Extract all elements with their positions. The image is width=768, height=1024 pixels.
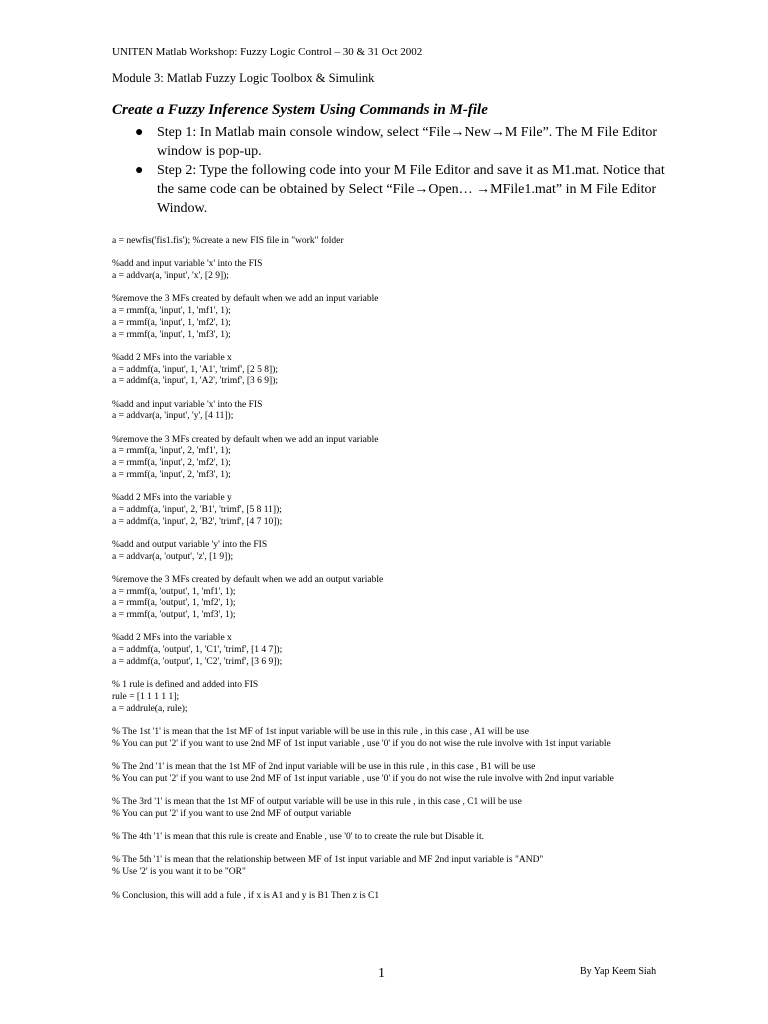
code-block-gap <box>112 341 712 353</box>
code-line: a = addmf(a, 'input', 2, 'B1', 'trimf', [5 8 11]); <box>112 504 282 515</box>
code-line: a = rmmf(a, 'input', 2, 'mf1', 1); <box>112 446 231 457</box>
code-line: % The 4th '1' is mean that this rule is create and Enable , use '0' to to create the rule but Disable it. <box>112 832 485 843</box>
code-line: % The 1st '1' is mean that the 1st MF of 1st input variable will be use in this rule , in this case , A1 will be use <box>112 726 529 737</box>
code-block-gap <box>112 750 712 762</box>
code-line: a = addvar(a, 'input', 'x', [2 9]); <box>112 271 229 282</box>
code-line: %add and output variable 'y' into the FIS <box>112 539 268 550</box>
code-line: % You can put '2' if you want to use 2nd MF of 1st input variable , use '0' if you do not wise the rule involve with 1st input variable <box>112 738 611 749</box>
section-title: Create a Fuzzy Inference System Using Commands in M-file <box>112 102 488 118</box>
code-line: a = newfis('fis1.fis'); %create a new FIS file in "work" folder <box>112 236 344 246</box>
code-line: %remove the 3 MFs created by default when we add an input variable <box>112 294 379 305</box>
code-line: a = rmmf(a, 'output', 1, 'mf2', 1); <box>112 598 236 609</box>
code-line: % Conclusion, this will add a fule , if x is A1 and y is B1 Then z is C1 <box>112 890 380 901</box>
code-line: a = addvar(a, 'output', 'z', [1 9]); <box>112 551 234 562</box>
code-block-gap <box>112 622 712 634</box>
code-block-gap <box>112 844 712 856</box>
code-block-gap <box>112 528 712 540</box>
code-line: a = addmf(a, 'input', 1, 'A1', 'trimf', [2 5 8]); <box>112 364 279 375</box>
step-text: Step 1: In Matlab main console window, select “File→New→M File”. The M File Editor window is pop-up. <box>157 125 658 159</box>
code-line: a = rmmf(a, 'output', 1, 'mf3', 1); <box>112 610 236 620</box>
code-line: a = addvar(a, 'input', 'y', [4 11]); <box>112 411 234 422</box>
code-block-gap <box>112 423 712 435</box>
module-heading: Module 3: Matlab Fuzzy Logic Toolbox & Simulink <box>112 71 375 85</box>
code-line: % The 3rd '1' is mean that the 1st MF of output variable will be use in this rule , in this case , C1 will be use <box>112 797 522 807</box>
code-line: a = rmmf(a, 'input', 1, 'mf1', 1); <box>112 306 231 317</box>
code-line: a = rmmf(a, 'input', 2, 'mf3', 1); <box>112 469 231 480</box>
steps-list <box>112 123 672 218</box>
code-line: %add 2 MFs into the variable x <box>112 633 232 644</box>
code-block-gap <box>112 563 712 575</box>
code-block-gap <box>112 785 712 797</box>
running-header: UNITEN Matlab Workshop: Fuzzy Logic Control – 30 & 31 Oct 2002 <box>112 46 423 58</box>
code-line: rule = [1 1 1 1 1]; <box>112 691 180 702</box>
code-line: a = addrule(a, rule); <box>112 703 188 714</box>
code-line: % 1 rule is defined and added into FIS <box>112 680 259 691</box>
bullet-icon: ● <box>135 163 144 178</box>
code-line: % You can put '2' if you want to use 2nd MF of output variable <box>112 808 352 819</box>
code-line: a = rmmf(a, 'input', 2, 'mf2', 1); <box>112 458 231 469</box>
code-line: a = rmmf(a, 'output', 1, 'mf1', 1); <box>112 586 236 597</box>
code-line: a = addmf(a, 'input', 2, 'B2', 'trimf', [4 7 10]); <box>112 516 283 527</box>
code-line: % The 2nd '1' is mean that the 1st MF of 2nd input variable will be use in this rule , in this case , B1 will be use <box>112 761 536 772</box>
code-line: %add 2 MFs into the variable y <box>112 493 232 504</box>
code-line: %remove the 3 MFs created by default when we add an input variable <box>112 434 379 445</box>
code-block-gap <box>112 715 712 727</box>
code-line: %add and input variable 'x' into the FIS <box>112 399 263 410</box>
code-line: %add 2 MFs into the variable x <box>112 352 232 363</box>
code-block-gap <box>112 481 712 493</box>
code-block-gap <box>112 879 712 891</box>
code-line: % The 5th '1' is mean that the relationship between MF of 1st input variable and MF 2nd input variable is "AND" <box>112 855 544 866</box>
page-number: 1 <box>378 966 385 981</box>
code-line: a = addmf(a, 'input', 1, 'A2', 'trimf', [3 6 9]); <box>112 376 279 387</box>
code-block-gap <box>112 668 712 680</box>
bullet-icon: ● <box>135 125 144 140</box>
code-line: % You can put '2' if you want to use 2nd MF of 1st input variable , use '0' if you do not wise the rule involve with 2nd input variable <box>112 773 614 784</box>
code-block-gap <box>112 248 712 260</box>
code-line: a = addmf(a, 'output', 1, 'C2', 'trimf', [3 6 9]); <box>112 656 283 667</box>
code-line: a = rmmf(a, 'input', 1, 'mf2', 1); <box>112 317 231 328</box>
code-block-gap <box>112 283 712 295</box>
code-line: %add and input variable 'x' into the FIS <box>112 259 263 270</box>
step-text: Step 2: Type the following code into your M File Editor and save it as M1.mat. Notice that the same code can be obtained by Select “File→Open… →MFile1.mat” in M File Editor Window. <box>157 163 665 216</box>
step-item <box>112 123 672 161</box>
code-block-gap <box>112 388 712 400</box>
code-listing <box>112 236 712 902</box>
author-credit: By Yap Keem Siah <box>580 966 657 977</box>
code-line: %remove the 3 MFs created by default when we add an output variable <box>112 574 384 585</box>
code-line: a = rmmf(a, 'input', 1, 'mf3', 1); <box>112 329 231 340</box>
code-block-gap <box>112 820 712 832</box>
step-item <box>112 161 672 218</box>
code-line: a = addmf(a, 'output', 1, 'C1', 'trimf', [1 4 7]); <box>112 645 283 656</box>
code-line: % Use '2' is you want it to be "OR" <box>112 867 246 878</box>
